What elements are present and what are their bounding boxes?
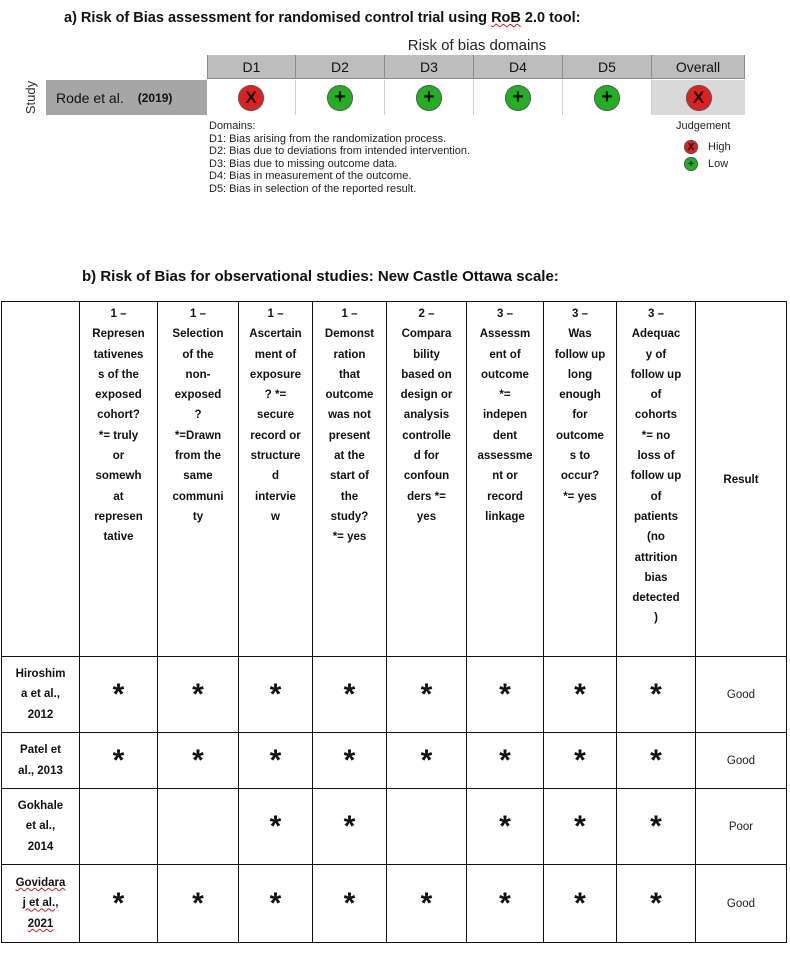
star-cell (80, 789, 158, 865)
section-b-title: b) Risk of Bias for observational studies: New Castle Ottawa scale: (82, 268, 559, 285)
section-a-title-start: a) Risk of Bias assessment for randomised control trial using (64, 10, 492, 26)
domains-line: D1: Bias arising from the randomization process. (209, 132, 447, 145)
study-axis-label: Study (23, 80, 39, 115)
result-cell: Good (696, 865, 787, 943)
section-a-title-end: 2.0 tool: (520, 10, 581, 26)
study-name: Rode et al. (56, 89, 124, 106)
header-outcome-not-present (313, 302, 387, 657)
domain-label-overall: Overall (652, 55, 745, 79)
table-header-row (2, 302, 787, 657)
domains-description (209, 120, 470, 196)
header-representativeness (80, 302, 158, 657)
star-cell: * (80, 733, 158, 789)
legend-low-label: Low (708, 158, 729, 170)
judgement-cell-d2 (296, 80, 385, 115)
table-row (2, 657, 787, 733)
section-a-title (64, 10, 581, 26)
header-text: 1 – Ascertain ment of exposure ? *= secure record or structure d intervie w (249, 308, 302, 523)
nos-table (1, 301, 787, 943)
table-row (2, 733, 787, 789)
domain-header-row (207, 55, 745, 79)
study-cell: Patel et al., 2013 (2, 733, 80, 789)
domain-label-d3: D3 (385, 55, 474, 79)
domain-label-d2: D2 (296, 55, 385, 79)
star-cell: * (158, 733, 239, 789)
legend-high (684, 140, 731, 154)
result-cell: Poor (696, 789, 787, 865)
table-row (2, 789, 787, 865)
header-text: 1 – Selection of the non- exposed ? *=Drawn from the same communi ty (172, 308, 224, 523)
judgement-high-icon: X (686, 85, 712, 111)
result-cell: Good (696, 733, 787, 789)
star-cell: * (158, 657, 239, 733)
star-cell (387, 789, 467, 865)
header-follow-up-length (544, 302, 617, 657)
star-cell: * (544, 865, 617, 943)
star-cell: * (544, 657, 617, 733)
judgement-cell-d4 (474, 80, 563, 115)
header-assessment-outcome (467, 302, 544, 657)
domains-line: Domains: (209, 120, 256, 132)
judgement-high-icon: X (238, 85, 264, 111)
result-cell: Good (696, 657, 787, 733)
star-cell: * (467, 733, 544, 789)
header-result (696, 302, 787, 657)
star-cell: * (239, 657, 313, 733)
domain-label-d4: D4 (474, 55, 563, 79)
header-text: 1 – Represen tativenes s of the exposed cohort? *= truly or somewh at represen tative (92, 308, 145, 544)
header-text: Result (723, 473, 759, 486)
star-cell: * (239, 733, 313, 789)
star-cell: * (467, 865, 544, 943)
judgement-low-icon: + (594, 85, 620, 111)
star-cell (158, 789, 239, 865)
domains-header: Risk of bias domains (407, 37, 547, 54)
header-ascertainment-exposure (239, 302, 313, 657)
judgement-cell-d5 (563, 80, 652, 115)
star-cell: * (313, 865, 387, 943)
star-cell: * (239, 865, 313, 943)
star-cell: * (387, 657, 467, 733)
legend-low (684, 157, 731, 171)
star-cell: * (158, 865, 239, 943)
study-axis (22, 78, 46, 120)
domain-label-d1: D1 (207, 55, 296, 79)
star-cell: * (313, 657, 387, 733)
header-text: 1 – Demonst ration that outcome was not present at the start of the study? *= yes (324, 308, 375, 544)
header-text: 2 – Compara bility based on design or analysis controlle d for confoun ders *= yes (400, 308, 453, 523)
judgement-low-icon: + (327, 85, 353, 111)
star-cell: * (617, 865, 696, 943)
star-cell: * (544, 733, 617, 789)
header-selection-non-exposed (158, 302, 239, 657)
section-a-title-rob: RoB (491, 10, 521, 26)
star-cell: * (313, 733, 387, 789)
header-text: 3 – Adequac y of follow up of cohorts *= no loss of follow up of patients (no attrition bias detected ) (630, 308, 682, 625)
star-cell: * (239, 789, 313, 865)
domains-line: D4: Bias in measurement of the outcome. (209, 170, 412, 183)
star-cell: * (467, 657, 544, 733)
header-text: 3 – Was follow up long enough for outcome s to occur? *= yes (554, 308, 606, 503)
domains-line: D5: Bias in selection of the reported result. (209, 182, 417, 195)
high-risk-icon: X (684, 140, 698, 154)
star-cell: * (387, 865, 467, 943)
legend-high-label: High (708, 141, 731, 153)
header-follow-up-adequacy (617, 302, 696, 657)
legend-title: Judgement (676, 120, 731, 132)
study-cell: Hiroshim a et al., 2012 (2, 657, 80, 733)
header-empty (2, 302, 80, 657)
star-cell: * (617, 789, 696, 865)
star-cell: * (467, 789, 544, 865)
judgement-low-icon: + (416, 85, 442, 111)
study-cell: Gokhale et al., 2014 (2, 789, 80, 865)
domains-line: D2: Bias due to deviations from intended intervention. (209, 145, 471, 158)
low-risk-icon: + (684, 157, 698, 171)
judgement-row (207, 80, 745, 115)
star-cell: * (387, 733, 467, 789)
judgement-cell-overall (652, 80, 745, 115)
star-cell: * (617, 657, 696, 733)
star-cell: * (544, 789, 617, 865)
judgement-cell-d3 (385, 80, 474, 115)
star-cell: * (313, 789, 387, 865)
star-cell: * (80, 657, 158, 733)
star-cell: * (617, 733, 696, 789)
judgement-legend (676, 120, 731, 174)
header-text: 3 – Assessm ent of outcome *= indepen dent assessme nt or record linkage (477, 308, 533, 523)
domain-label-d5: D5 (563, 55, 652, 79)
header-comparability (387, 302, 467, 657)
star-cell: * (80, 865, 158, 943)
study-bar (46, 80, 207, 115)
study-cell: Govidara j et al., 2021 (2, 865, 80, 943)
domains-line: D3: Bias due to missing outcome data. (209, 157, 398, 170)
table-row (2, 865, 787, 943)
study-year: (2019) (137, 90, 173, 105)
judgement-low-icon: + (505, 85, 531, 111)
judgement-cell-d1 (207, 80, 296, 115)
